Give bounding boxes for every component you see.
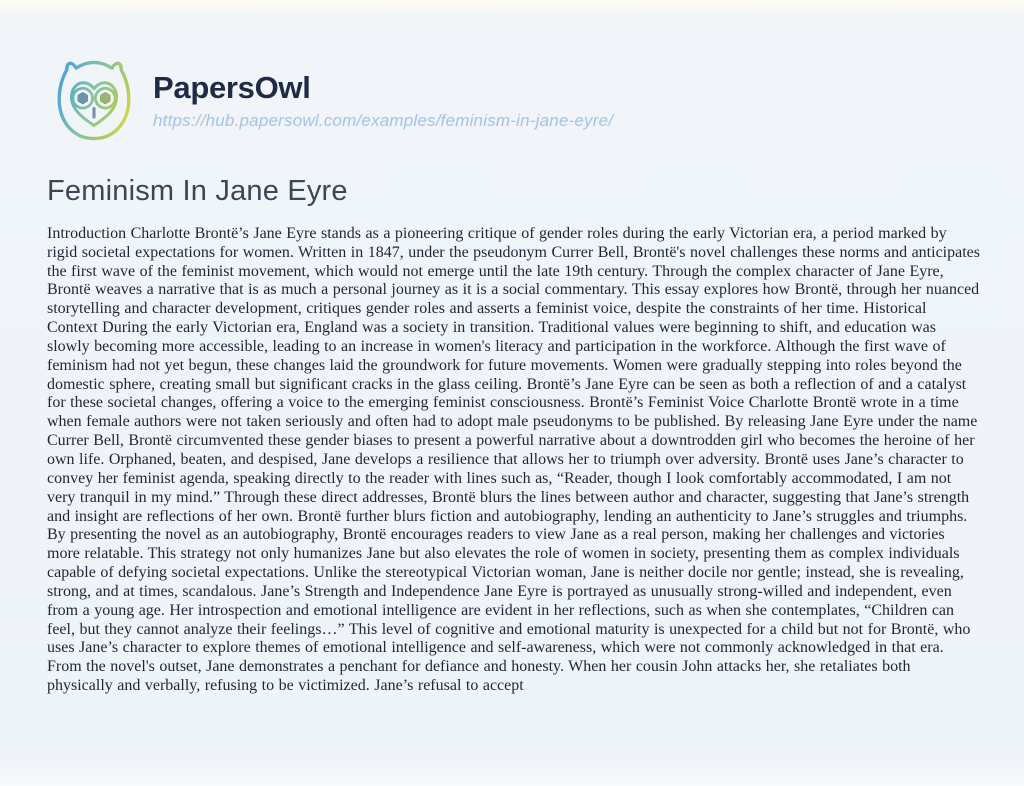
brand-name: PapersOwl — [153, 69, 311, 105]
source-url-link[interactable]: https://hub.papersowl.com/examples/feminism-in-jane-eyre/ — [153, 111, 614, 131]
brand-block — [153, 71, 613, 131]
papersowl-owl-logo-icon — [47, 53, 141, 149]
page-title: Feminism In Jane Eyre — [47, 175, 348, 207]
site-header — [47, 53, 977, 149]
essay-body-text: Introduction Charlotte Brontë’s Jane Eyre stands as a pioneering critique of gender roles during the early Victorian era, a period marked by rigid societal expectations for women. Written in 1847, under the pseudonym Currer Bell, Brontë's novel challenges these norms and anticipates the first wave of the feminist movement, which would not emerge until the late 19th century. Through the complex character of Jane Eyre, Brontë weaves a narrative that is as much a personal journey as it is a social commentary. This essay explores how Brontë, through her nuanced storytelling and character development, critiques gender roles and asserts a feminist voice, despite the constraints of her time. Historical Context During the early Victorian era, England was a society in transition. Traditional values were beginning to shift, and education was slowly becoming more accessible, leading to an increase in women's literacy and participation in the workforce. Although the first wave of feminism had not yet begun, these changes laid the groundwork for future movements. Women were gradually stepping into roles beyond the domestic sphere, creating small but significant cracks in the glass ceiling. Brontë’s Jane Eyre can be seen as both a reflection of and a catalyst for these societal changes, offering a voice to the emerging feminist consciousness. Brontë’s Feminist Voice Charlotte Brontë wrote in a time when female authors were not taken seriously and often had to adopt male pseudonyms to be published. By releasing Jane Eyre under the name Currer Bell, Brontë circumvented these gender biases to present a powerful narrative about a downtrodden girl who becomes the heroine of her own life. Orphaned, beaten, and despised, Jane develops a resilience that allows her to triumph over adversity. Brontë uses Jane’s character to convey her feminist agenda, speaking directly to the reader with lines such as, “Reader, though I look comfortably accommodated, I am not very tranquil in my mind.” Through these direct addresses, Brontë blurs the lines between author and character, suggesting that Jane’s strength and insight are reflections of her own. Brontë further blurs fiction and autobiography, lending an authenticity to Jane’s struggles and triumphs. By presenting the novel as an autobiography, Brontë encourages readers to view Jane as a real person, making her challenges and victories more relatable. This strategy not only humanizes Jane but also elevates the role of women in society, presenting them as complex individuals capable of defying societal expectations. Unlike the stereotypical Victorian woman, Jane is neither docile nor gentle; instead, she is revealing, strong, and at times, scandalous. Jane’s Strength and Independence Jane Eyre is portrayed as unusually strong-willed and independent, even from a young age. Her introspection and emotional intelligence are evident in her reflections, such as when she contemplates, “Children can feel, but they cannot analyze their feelings…” This level of cognitive and emotional maturity is unexpected for a child but not for Brontë, who uses Jane’s character to explore themes of emotional intelligence and self-awareness, which were not commonly acknowledged in that era. From the novel's outset, Jane demonstrates a penchant for defiance and honesty. When her cousin John attacks her, she retaliates both physically and verbally, refusing to be victimized. Jane’s refusal to accept — [47, 224, 980, 695]
